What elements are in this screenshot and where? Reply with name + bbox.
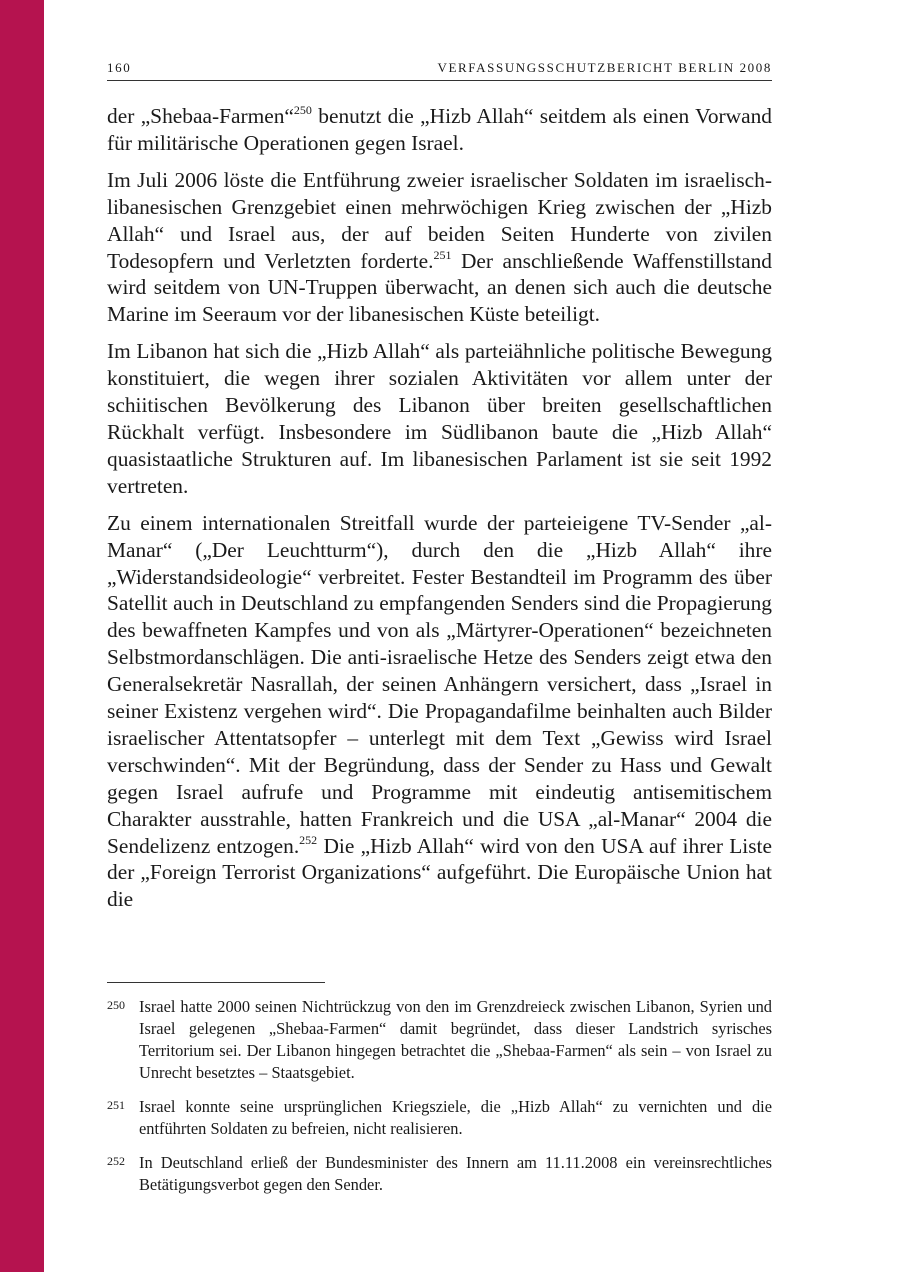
- footnote-number: 252: [107, 1154, 125, 1168]
- footnote-252: [107, 1152, 772, 1196]
- page-number: 160: [107, 60, 132, 75]
- paragraph-2: [107, 167, 772, 328]
- footnotes: [107, 996, 772, 1208]
- footnote-text: Israel hatte 2000 seinen Nichtrückzug von den im Grenzdreieck zwischen Libanon, Syrien und Israel gelegenen „Shebaa-Farmen“ damit begründet, dass dieser Landstrich syrisches Territorium sei. Der Libanon hingegen betrachtet die „Shebaa-Farmen“ als sein – von Israel zu Unrecht besetztes – Staatsgebiet.: [139, 997, 772, 1082]
- paragraph-4-text-a: Zu einem internationalen Streitfall wurde der parteieigene TV-Sender „al-Manar“ („Der Leuchtturm“), durch den die „Hizb Allah“ ihre „Widerstandsideologie“ verbreitet. Fester Bestandteil im Programm des über Satellit auch in Deutschland zu empfangenden Senders sind die Propagierung des bewaffneten Kampfes und von als „Märtyrer-Operationen“ bezeichneten Selbstmordanschlägen. Die anti-israelische Hetze des Senders zeigt etwa den Generalsekretär Nasrallah, der seinen Anhängern versichert, dass „Israel in seiner Existenz vergehen wird“. Die Propagandafilme beinhalten auch Bilder israelischer Attentatsopfer – unterlegt mit dem Text „Gewiss wird Israel verschwinden“. Mit der Begründung, dass der Sender zu Hass und Gewalt gegen Israel aufrufe und Programme mit eindeutig antisemitischem Charakter ausstrahle, hatten Frankreich und die USA „al-Manar“ 2004 die Sendelizenz entzogen.: [107, 510, 772, 858]
- paragraph-4-text-b: Die „Hizb Allah“ wird von den USA auf ihrer Liste der „Foreign Terrorist Organizations“ aufgeführt. Die Europäische Union hat die: [107, 833, 772, 912]
- page-edge-color-bar: [0, 0, 44, 1272]
- footnote-number: 251: [107, 1098, 125, 1112]
- running-title: VERFASSUNGSSCHUTZBERICHT BERLIN 2008: [437, 60, 772, 75]
- paragraph-2-text-b: Der anschließende Waffenstillstand wird seitdem von UN-Truppen überwacht, an denen sich auch die deutsche Marine im Seeraum vor der libanesischen Küste beteiligt.: [107, 248, 772, 327]
- paragraph-3: Im Libanon hat sich die „Hizb Allah“ als parteiähnliche politische Bewegung konstituiert, die wegen ihrer sozialen Aktivitäten vor allem unter der schiitischen Bevölkerung des Libanon über breiten gesellschaftlichen Rückhalt verfügt. Insbesondere im Südlibanon baute die „Hizb Allah“ quasistaatliche Strukturen auf. Im libanesischen Parlament ist sie seit 1992 vertreten.: [107, 339, 772, 498]
- paragraph-4: [107, 510, 772, 914]
- footnote-ref-251: 251: [433, 247, 452, 262]
- footnote-250: [107, 996, 772, 1084]
- page-content: [107, 60, 772, 923]
- footnote-ref-250: 250: [293, 103, 312, 117]
- footnote-251: [107, 1096, 772, 1140]
- paragraph-2-text-a: Im Juli 2006 löste die Entführung zweier israelischer Soldaten im israelisch-libanesischen Grenzgebiet einen mehrwöchigen Krieg zwischen der „Hizb Allah“ und Israel aus, der auf beiden Seiten Hunderte von zivilen Todesopfern und Verletzten forderte.: [107, 167, 772, 273]
- footnote-text: In Deutschland erließ der Bundesminister des Innern am 11.11.2008 ein vereinsrechtliches Betätigungsverbot gegen den Sender.: [139, 1153, 772, 1194]
- paragraph-1-text-b: benutzt die „Hizb Allah“ seitdem als einen Vorwand für militärische Operationen gegen Israel.: [107, 104, 772, 155]
- footnote-text: Israel konnte seine ursprünglichen Kriegsziele, die „Hizb Allah“ zu vernichten und die entführten Soldaten zu befreien, nicht realisieren.: [139, 1097, 772, 1138]
- footnote-separator: [107, 982, 325, 983]
- footnote-ref-252: 252: [299, 832, 318, 847]
- running-header: [107, 60, 772, 81]
- body-text: [107, 103, 772, 913]
- paragraph-1-text-a: der „Shebaa-Farmen“: [107, 104, 294, 128]
- footnote-number: 250: [107, 998, 125, 1012]
- paragraph-1: [107, 103, 772, 157]
